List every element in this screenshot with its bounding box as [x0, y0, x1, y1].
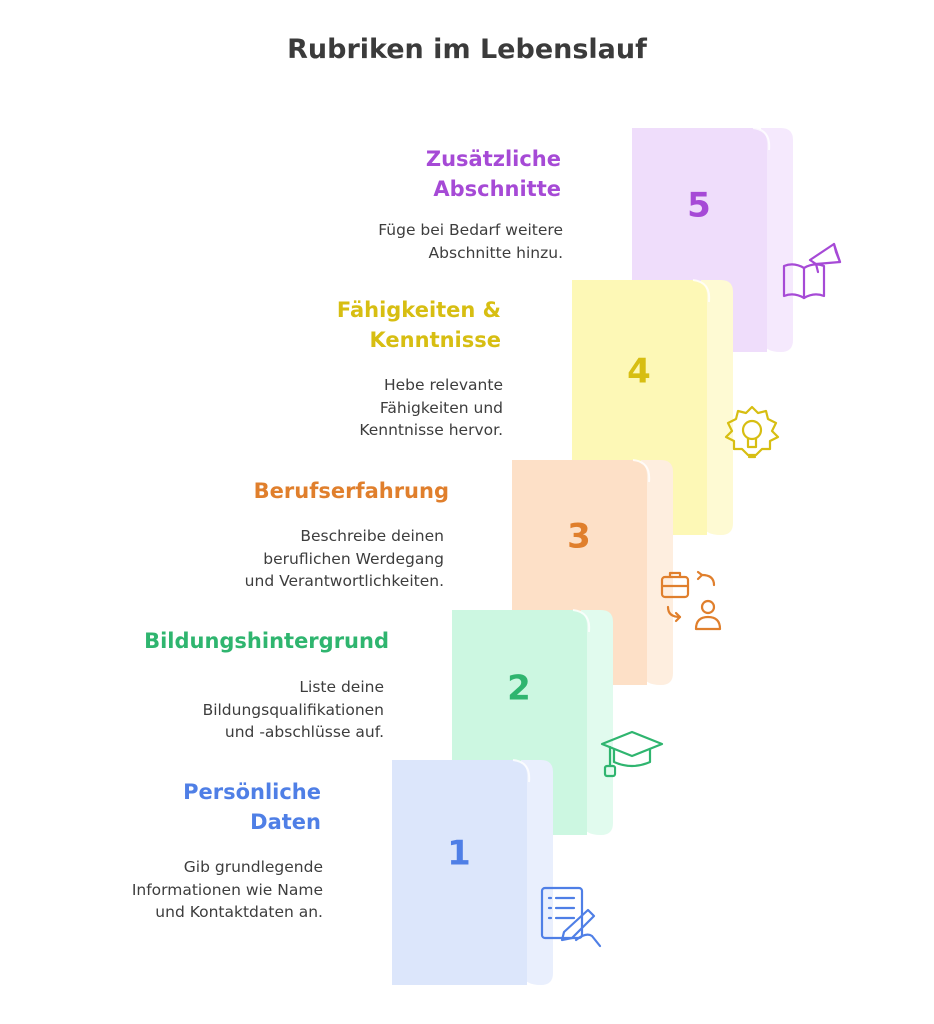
step-5-description: Füge bei Bedarf weitere Abschnitte hinzu.: [378, 221, 563, 262]
step-4-heading: Fähigkeiten & Kenntnisse: [336, 298, 501, 352]
step-2-number: 2: [507, 668, 531, 709]
step-1-card: [392, 760, 553, 985]
step-1-number: 1: [447, 833, 471, 874]
step-2-heading: Bildungshintergrund: [144, 629, 389, 653]
step-1-heading: Persönliche Daten: [183, 780, 321, 834]
step-4-description: Hebe relevante Fähigkeiten und Kenntnisse hervor.: [359, 376, 503, 439]
step-3-description: Beschreibe deinen beruflichen Werdegang und Verantwortlichkeiten.: [244, 527, 444, 590]
step-3-heading: Berufserfahrung: [253, 479, 449, 503]
step-4-number: 4: [627, 351, 651, 392]
page-title: Rubriken im Lebenslauf: [287, 34, 647, 65]
step-1-description: Gib grundlegende Informationen wie Name und Kontaktdaten an.: [131, 858, 323, 921]
step-5-heading: Zusätzliche Abschnitte: [425, 147, 561, 201]
step-3-number: 3: [567, 516, 591, 557]
step-2-description: Liste deine Bildungsqualifikationen und -abschlüsse auf.: [202, 678, 384, 741]
step-5-number: 5: [687, 185, 711, 226]
lightbulb-gear-icon: [726, 407, 778, 457]
